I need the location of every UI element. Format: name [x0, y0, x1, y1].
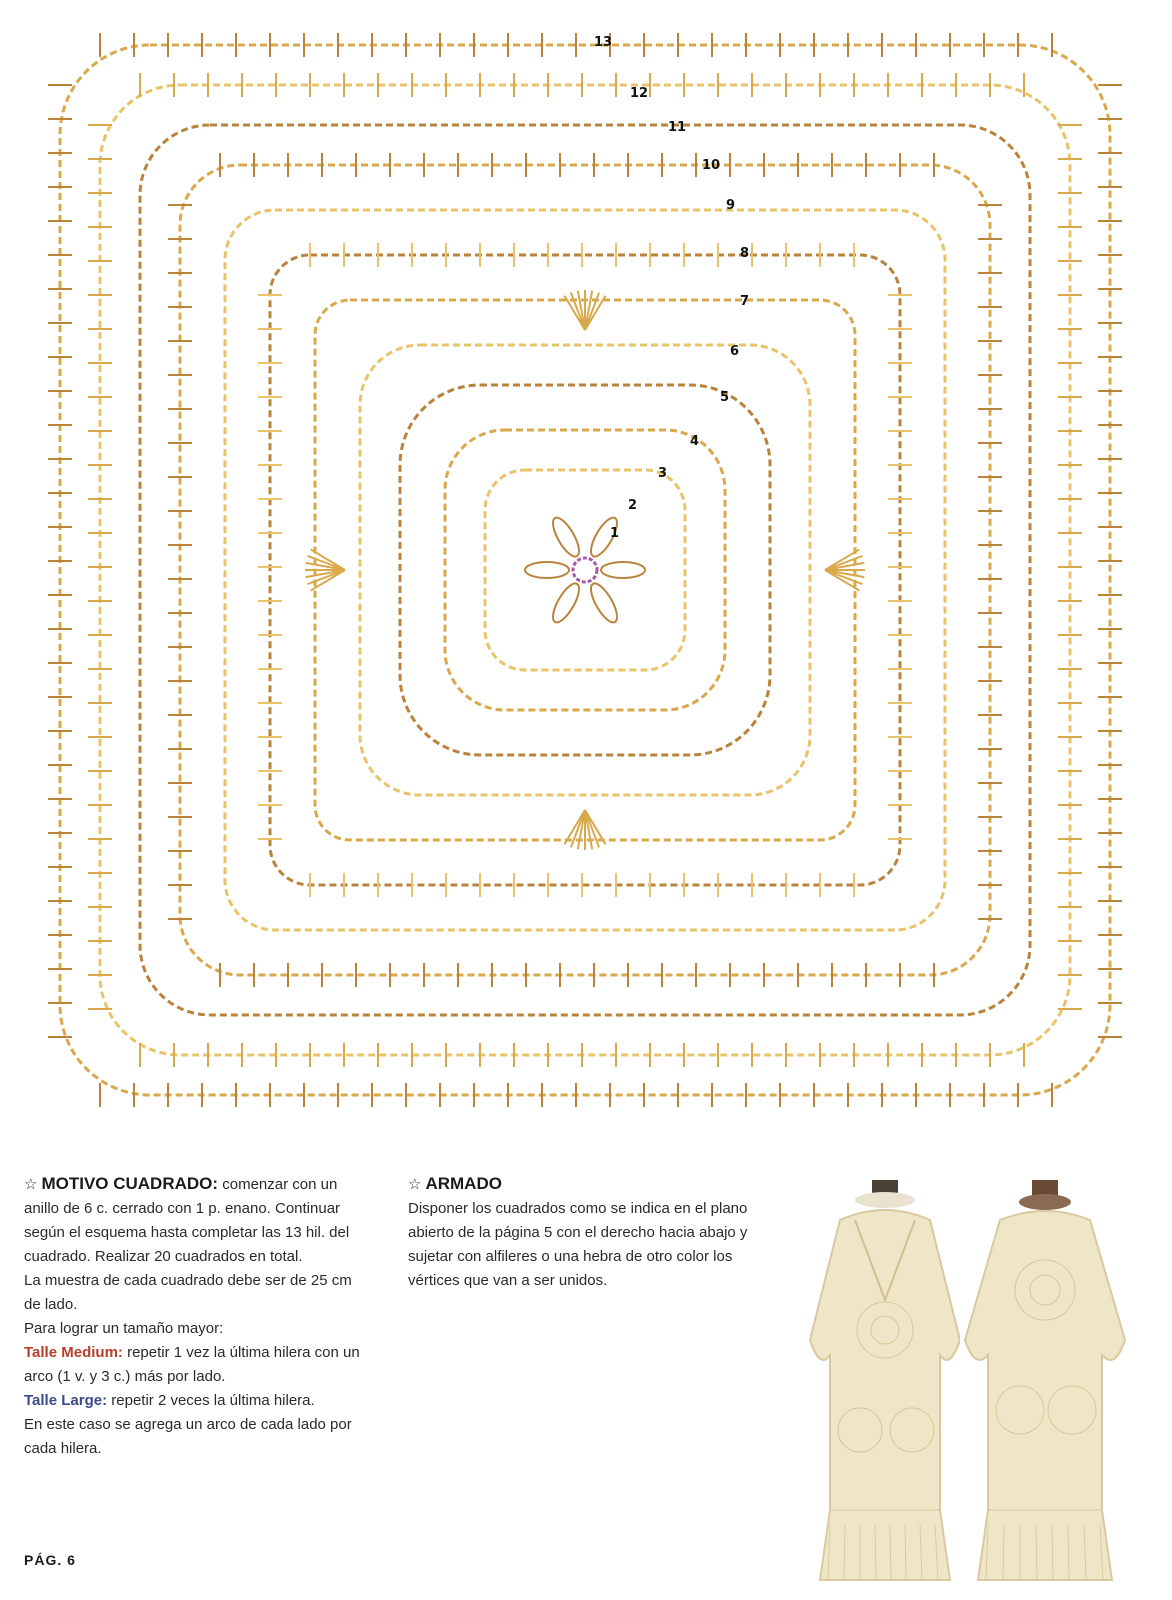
round-label-5: 5 — [720, 390, 730, 405]
star-icon: ☆ — [408, 1176, 422, 1193]
chain-round-7 — [315, 300, 855, 840]
round-label-12: 12 — [630, 86, 649, 101]
large-paragraph — [24, 1389, 364, 1413]
medium-paragraph — [24, 1341, 364, 1389]
petal-stitch — [601, 562, 645, 578]
round-label-2: 2 — [628, 498, 638, 513]
chain-round-11 — [485, 470, 685, 670]
motivo-section — [24, 1172, 364, 1461]
motivo-title: MOTIVO CUADRADO: — [41, 1174, 219, 1193]
motivo-intro: comenzar con un anillo de 6 c. cerrado con 1 p. enano. Continuar según el esquema hasta completar las 13 hil. del cuadrado. Realizar 20 cuadrados en total. — [24, 1176, 350, 1265]
petal-stitch — [586, 580, 622, 626]
round-label-1: 1 — [610, 526, 620, 541]
armado-text: Disponer los cuadrados como se indica en el plano abierto de la página 5 con el derecho hacia abajo y sujetar con alfileres o una hebra de otro color los vértices que van a ser unidos. — [408, 1200, 748, 1289]
round-label-10: 10 — [702, 158, 721, 173]
petal-stitch — [548, 580, 584, 626]
petal-stitch — [525, 562, 569, 578]
chain-round-9 — [400, 385, 770, 755]
round-label-13: 13 — [594, 35, 613, 50]
motivo-sample: La muestra de cada cuadrado debe ser de 25 cm de lado. — [24, 1272, 352, 1313]
petal-stitch — [548, 514, 584, 560]
star-icon: ☆ — [24, 1176, 38, 1193]
round-label-6: 6 — [730, 344, 740, 359]
round-label-9: 9 — [726, 198, 736, 213]
round-label-4: 4 — [690, 434, 700, 449]
crochet-chart — [20, 10, 1150, 1160]
motivo-note: En este caso se agrega un arco de cada lado por cada hilera. — [24, 1416, 352, 1457]
large-text: repetir 2 veces la última hilera. — [107, 1392, 315, 1409]
round-label-11: 11 — [668, 120, 687, 135]
medium-label: Talle Medium: — [24, 1344, 123, 1361]
chain-round-10 — [445, 430, 725, 710]
round-label-3: 3 — [658, 466, 668, 481]
chain-round-4 — [180, 165, 990, 975]
starting-ring — [573, 558, 597, 582]
chain-round-3 — [140, 125, 1030, 1015]
round-label-8: 8 — [740, 246, 750, 261]
large-label: Talle Large: — [24, 1392, 108, 1409]
armado-title: ARMADO — [425, 1174, 502, 1193]
garment-photo-back — [960, 1180, 1130, 1585]
armado-section — [408, 1172, 748, 1293]
armado-heading — [408, 1172, 748, 1197]
page-number: PÁG. 6 — [24, 1552, 76, 1568]
medium-text: repetir 1 vez la última hilera con un arco (1 v. y 3 c.) más por lado. — [24, 1344, 360, 1385]
chain-round-2 — [100, 85, 1070, 1055]
motivo-paragraph — [24, 1172, 364, 1269]
motivo-bigger: Para lograr un tamaño mayor: — [24, 1320, 224, 1337]
chain-round-1 — [60, 45, 1110, 1095]
round-label-7: 7 — [740, 294, 750, 309]
chain-round-8 — [360, 345, 810, 795]
chain-round-6 — [270, 255, 900, 885]
garment-photo-front — [800, 1180, 970, 1585]
